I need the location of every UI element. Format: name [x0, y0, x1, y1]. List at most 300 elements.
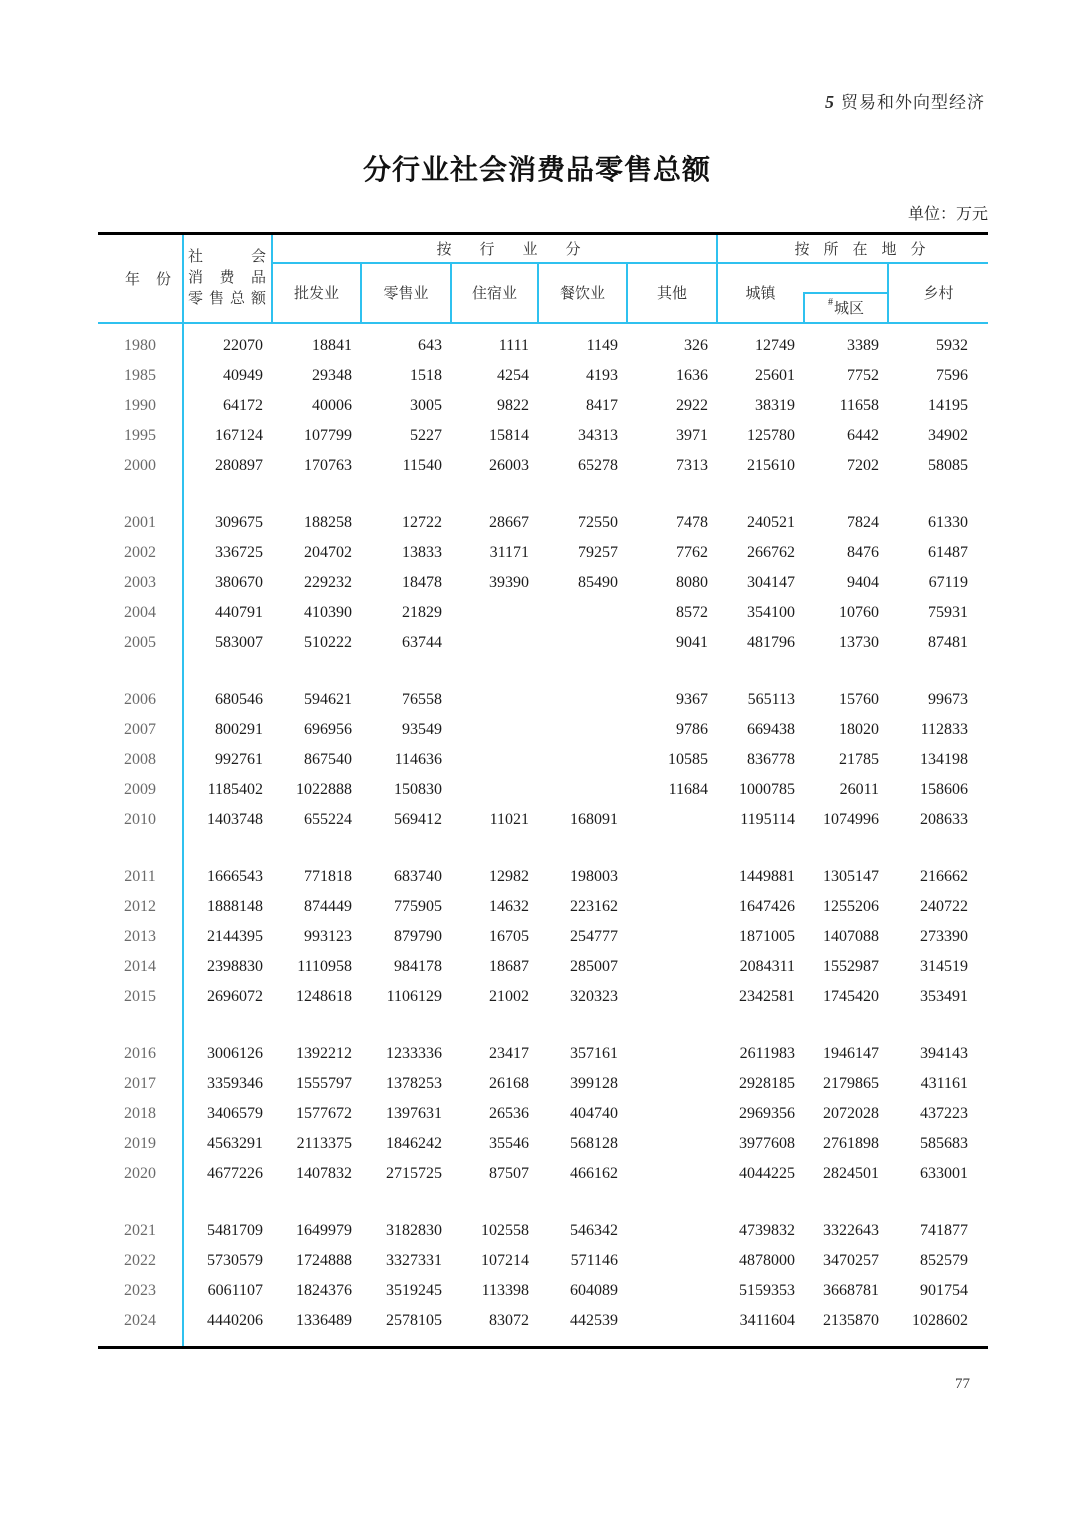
year-cell: 1995: [124, 427, 156, 444]
value-cell: 9041: [676, 634, 708, 651]
value-cell: 466162: [570, 1165, 618, 1182]
value-cell: 2398830: [207, 958, 263, 975]
spacer-row: [98, 835, 988, 862]
value-cell: [627, 922, 717, 952]
value-cell: 569412: [394, 811, 442, 828]
value-cell: 3406579: [207, 1105, 263, 1122]
value-cell: 28667: [489, 514, 529, 531]
value-cell: 198003: [570, 868, 618, 885]
table-row: [98, 745, 988, 775]
value-cell: 1555797: [296, 1075, 352, 1092]
table-row: [98, 775, 988, 805]
value-cell: 1449881: [739, 868, 795, 885]
col-header-total-line1: 社会: [188, 249, 266, 265]
value-cell: 21002: [489, 988, 529, 1005]
value-cell: 1407088: [823, 928, 879, 945]
col-header-rural: 乡村: [923, 285, 954, 302]
value-cell: 11684: [668, 781, 708, 798]
value-cell: 223162: [570, 898, 618, 915]
value-cell: [451, 685, 538, 715]
value-cell: 7478: [676, 514, 708, 531]
value-cell: 1946147: [823, 1045, 879, 1062]
value-cell: 215610: [747, 457, 795, 474]
table-row: [98, 568, 988, 598]
value-cell: 1846242: [386, 1135, 442, 1152]
chapter-header: [825, 88, 985, 113]
table-row: [98, 1276, 988, 1306]
value-cell: 354100: [747, 604, 795, 621]
year-cell: 1985: [124, 367, 156, 384]
value-cell: 79257: [578, 544, 618, 561]
year-cell: 2010: [124, 811, 156, 828]
value-cell: [627, 862, 717, 892]
value-cell: [627, 892, 717, 922]
value-cell: 40949: [223, 367, 263, 384]
value-cell: 11658: [839, 397, 879, 414]
value-cell: 8417: [586, 397, 618, 414]
value-cell: 170763: [304, 457, 352, 474]
value-cell: 21829: [402, 604, 442, 621]
value-cell: 22070: [223, 337, 263, 354]
value-cell: 4440206: [207, 1312, 263, 1329]
value-cell: 8080: [676, 574, 708, 591]
value-cell: 1336489: [296, 1312, 352, 1329]
year-cell: 2008: [124, 751, 156, 768]
value-cell: 546342: [570, 1222, 618, 1239]
value-cell: 1577672: [296, 1105, 352, 1122]
value-cell: 8476: [847, 544, 879, 561]
value-cell: 6442: [847, 427, 879, 444]
value-cell: 836778: [747, 751, 795, 768]
value-cell: 2342581: [739, 988, 795, 1005]
value-cell: 585683: [920, 1135, 968, 1152]
value-cell: 3389: [847, 337, 879, 354]
year-cell: 2001: [124, 514, 156, 531]
value-cell: 7824: [847, 514, 879, 531]
value-cell: 1000785: [739, 781, 795, 798]
value-cell: 1888148: [207, 898, 263, 915]
value-cell: 1407832: [296, 1165, 352, 1182]
value-cell: 26168: [489, 1075, 529, 1092]
year-cell: 2020: [124, 1165, 156, 1182]
value-cell: 410390: [304, 604, 352, 621]
value-cell: [451, 598, 538, 628]
col-header-total-retail: [184, 235, 271, 322]
value-cell: 800291: [215, 721, 263, 738]
value-cell: 254777: [570, 928, 618, 945]
value-cell: 1149: [586, 337, 618, 354]
chapter-title: 贸易和外向型经济: [841, 93, 985, 112]
col-header-other: 其他: [656, 285, 687, 302]
value-cell: 604089: [570, 1282, 618, 1299]
value-cell: 112833: [920, 721, 968, 738]
year-cell: 2006: [124, 691, 156, 708]
spacer-row: [98, 481, 988, 508]
col-header-catering: 餐饮业: [559, 285, 605, 302]
year-cell: 2002: [124, 544, 156, 561]
value-cell: 2578105: [386, 1312, 442, 1329]
value-cell: 167124: [215, 427, 263, 444]
value-cell: 85490: [578, 574, 618, 591]
table-gridline: [182, 324, 184, 1346]
value-cell: 11540: [402, 457, 442, 474]
table-row: [98, 421, 988, 451]
value-cell: [627, 1039, 717, 1069]
value-cell: 113398: [481, 1282, 529, 1299]
table-row: [98, 331, 988, 361]
value-cell: 35546: [489, 1135, 529, 1152]
value-cell: 87481: [928, 634, 968, 651]
value-cell: 240722: [920, 898, 968, 915]
value-cell: 655224: [304, 811, 352, 828]
spacer-row: [98, 658, 988, 685]
col-header-retail: 零售业: [383, 285, 429, 302]
value-cell: 5159353: [739, 1282, 795, 1299]
data-table: [98, 232, 988, 1349]
value-cell: 2144395: [207, 928, 263, 945]
value-cell: 273390: [920, 928, 968, 945]
data-grid: [98, 331, 988, 1336]
value-cell: 993123: [304, 928, 352, 945]
value-cell: 3327331: [386, 1252, 442, 1269]
value-cell: 1185402: [207, 781, 263, 798]
value-cell: 3359346: [207, 1075, 263, 1092]
table-body: [98, 324, 988, 1346]
value-cell: 7596: [936, 367, 968, 384]
value-cell: 216662: [920, 868, 968, 885]
value-cell: 18478: [402, 574, 442, 591]
value-cell: 2135870: [823, 1312, 879, 1329]
value-cell: [627, 1216, 717, 1246]
year-cell: 2007: [124, 721, 156, 738]
value-cell: 1255206: [823, 898, 879, 915]
value-cell: 2922: [676, 397, 708, 414]
value-cell: 29348: [312, 367, 352, 384]
value-cell: 61330: [928, 514, 968, 531]
value-cell: 1397631: [386, 1105, 442, 1122]
table-bottom-rule: [98, 1346, 988, 1349]
value-cell: 38319: [755, 397, 795, 414]
value-cell: 3005: [410, 397, 442, 414]
value-cell: 1824376: [296, 1282, 352, 1299]
value-cell: 683740: [394, 868, 442, 885]
year-cell: 1980: [124, 337, 156, 354]
value-cell: 2824501: [823, 1165, 879, 1182]
value-cell: [627, 1246, 717, 1276]
col-header-total-line2: 消费品: [188, 270, 266, 286]
value-cell: 150830: [394, 781, 442, 798]
value-cell: 76558: [402, 691, 442, 708]
value-cell: 1111: [498, 337, 529, 354]
value-cell: 394143: [920, 1045, 968, 1062]
value-cell: 58085: [928, 457, 968, 474]
value-cell: 4044225: [739, 1165, 795, 1182]
year-cell: 2024: [124, 1312, 156, 1329]
value-cell: 3977608: [739, 1135, 795, 1152]
value-cell: 353491: [920, 988, 968, 1005]
value-cell: 583007: [215, 634, 263, 651]
value-cell: 10760: [839, 604, 879, 621]
table-row: [98, 1246, 988, 1276]
value-cell: [451, 715, 538, 745]
value-cell: 771818: [304, 868, 352, 885]
value-cell: 18687: [489, 958, 529, 975]
value-cell: 380670: [215, 574, 263, 591]
value-cell: 280897: [215, 457, 263, 474]
value-cell: 61487: [928, 544, 968, 561]
value-cell: 879790: [394, 928, 442, 945]
table-row: [98, 982, 988, 1012]
value-cell: 208633: [920, 811, 968, 828]
value-cell: 1636: [676, 367, 708, 384]
value-cell: 314519: [920, 958, 968, 975]
table-row: [98, 538, 988, 568]
value-cell: 4878000: [739, 1252, 795, 1269]
table-row: [98, 892, 988, 922]
table-row: [98, 805, 988, 835]
year-cell: 2018: [124, 1105, 156, 1122]
spacer-row: [98, 1189, 988, 1216]
value-cell: 5481709: [207, 1222, 263, 1239]
value-cell: [627, 1069, 717, 1099]
spacer-row: [98, 1012, 988, 1039]
value-cell: 399128: [570, 1075, 618, 1092]
table-row: [98, 508, 988, 538]
value-cell: 23417: [489, 1045, 529, 1062]
value-cell: 188258: [304, 514, 352, 531]
value-cell: 18841: [312, 337, 352, 354]
value-cell: 107799: [304, 427, 352, 444]
value-cell: 6061107: [207, 1282, 263, 1299]
value-cell: 26011: [839, 781, 879, 798]
value-cell: 1305147: [823, 868, 879, 885]
value-cell: 114636: [394, 751, 442, 768]
value-cell: 594621: [304, 691, 352, 708]
value-cell: [538, 628, 627, 658]
value-cell: 2969356: [739, 1105, 795, 1122]
value-cell: [627, 982, 717, 1012]
year-cell: 2023: [124, 1282, 156, 1299]
value-cell: 4563291: [207, 1135, 263, 1152]
value-cell: 992761: [215, 751, 263, 768]
value-cell: 1195114: [740, 811, 795, 828]
year-cell: 2004: [124, 604, 156, 621]
col-group-by-industry: 按行业分: [436, 242, 609, 258]
value-cell: 2715725: [386, 1165, 442, 1182]
value-cell: 204702: [304, 544, 352, 561]
value-cell: 13833: [402, 544, 442, 561]
value-cell: [627, 952, 717, 982]
value-cell: 9786: [676, 721, 708, 738]
value-cell: 2611983: [739, 1045, 795, 1062]
value-cell: 481796: [747, 634, 795, 651]
value-cell: 83072: [489, 1312, 529, 1329]
table-row: [98, 598, 988, 628]
col-header-urban-district-label: 城区: [833, 300, 864, 317]
value-cell: 431161: [920, 1075, 968, 1092]
value-cell: [627, 1129, 717, 1159]
value-cell: 14632: [489, 898, 529, 915]
value-cell: 1666543: [207, 868, 263, 885]
year-cell: 2013: [124, 928, 156, 945]
value-cell: 64172: [223, 397, 263, 414]
value-cell: 125780: [747, 427, 795, 444]
value-cell: 12722: [402, 514, 442, 531]
hash-mark: #: [827, 296, 833, 308]
value-cell: 336725: [215, 544, 263, 561]
value-cell: [627, 1099, 717, 1129]
table-row: [98, 715, 988, 745]
value-cell: 304147: [747, 574, 795, 591]
value-cell: 442539: [570, 1312, 618, 1329]
value-cell: 2084311: [739, 958, 795, 975]
year-cell: 2009: [124, 781, 156, 798]
col-header-year: 年份: [124, 272, 187, 288]
value-cell: 1552987: [823, 958, 879, 975]
year-cell: 2015: [124, 988, 156, 1005]
value-cell: 10585: [668, 751, 708, 768]
value-cell: 3470257: [823, 1252, 879, 1269]
value-cell: 26003: [489, 457, 529, 474]
table-row: [98, 1069, 988, 1099]
value-cell: 87507: [489, 1165, 529, 1182]
value-cell: 72550: [578, 514, 618, 531]
value-cell: 285007: [570, 958, 618, 975]
value-cell: 12982: [489, 868, 529, 885]
value-cell: 680546: [215, 691, 263, 708]
value-cell: 8572: [676, 604, 708, 621]
table-row: [98, 391, 988, 421]
value-cell: 1233336: [386, 1045, 442, 1062]
value-cell: 31171: [489, 544, 529, 561]
value-cell: 240521: [747, 514, 795, 531]
value-cell: 2113375: [296, 1135, 352, 1152]
value-cell: 21785: [839, 751, 879, 768]
value-cell: 404740: [570, 1105, 618, 1122]
year-cell: 2016: [124, 1045, 156, 1062]
value-cell: 12749: [755, 337, 795, 354]
table-row: [98, 1159, 988, 1189]
value-cell: 5932: [936, 337, 968, 354]
value-cell: 2928185: [739, 1075, 795, 1092]
value-cell: 320323: [570, 988, 618, 1005]
value-cell: 510222: [304, 634, 352, 651]
year-cell: 2019: [124, 1135, 156, 1152]
value-cell: [538, 715, 627, 745]
table-row: [98, 1216, 988, 1246]
value-cell: 440791: [215, 604, 263, 621]
value-cell: 3182830: [386, 1222, 442, 1239]
value-cell: [627, 805, 717, 835]
value-cell: 1745420: [823, 988, 879, 1005]
value-cell: 134198: [920, 751, 968, 768]
value-cell: 4677226: [207, 1165, 263, 1182]
value-cell: 437223: [920, 1105, 968, 1122]
table-row: [98, 451, 988, 481]
value-cell: 5227: [410, 427, 442, 444]
value-cell: 266762: [747, 544, 795, 561]
value-cell: 9367: [676, 691, 708, 708]
value-cell: 3411604: [739, 1312, 795, 1329]
value-cell: [627, 1306, 717, 1336]
col-group-by-location: 按所在地分: [794, 242, 940, 258]
value-cell: 901754: [920, 1282, 968, 1299]
value-cell: 775905: [394, 898, 442, 915]
value-cell: 3519245: [386, 1282, 442, 1299]
value-cell: 571146: [570, 1252, 618, 1269]
value-cell: 1871005: [739, 928, 795, 945]
value-cell: 158606: [920, 781, 968, 798]
value-cell: 1403748: [207, 811, 263, 828]
value-cell: 3006126: [207, 1045, 263, 1062]
value-cell: 63744: [402, 634, 442, 651]
value-cell: 7202: [847, 457, 879, 474]
value-cell: 3971: [676, 427, 708, 444]
value-cell: 40006: [312, 397, 352, 414]
value-cell: [451, 628, 538, 658]
value-cell: 18020: [839, 721, 879, 738]
year-cell: 2022: [124, 1252, 156, 1269]
value-cell: 16705: [489, 928, 529, 945]
value-cell: [538, 598, 627, 628]
value-cell: 1106129: [386, 988, 442, 1005]
year-cell: 2005: [124, 634, 156, 651]
value-cell: 5730579: [207, 1252, 263, 1269]
value-cell: [451, 745, 538, 775]
year-cell: 2003: [124, 574, 156, 591]
value-cell: 1649979: [296, 1222, 352, 1239]
value-cell: 15760: [839, 691, 879, 708]
value-cell: 7313: [676, 457, 708, 474]
value-cell: 39390: [489, 574, 529, 591]
value-cell: 168091: [570, 811, 618, 828]
value-cell: 34902: [928, 427, 968, 444]
value-cell: 1647426: [739, 898, 795, 915]
value-cell: 2696072: [207, 988, 263, 1005]
year-cell: 2017: [124, 1075, 156, 1092]
table-row: [98, 1306, 988, 1336]
chapter-number: 5: [825, 92, 835, 112]
value-cell: 1028602: [912, 1312, 968, 1329]
value-cell: 3668781: [823, 1282, 879, 1299]
value-cell: 4254: [497, 367, 529, 384]
table-row: [98, 1129, 988, 1159]
col-header-total-line3: 零售总额: [188, 291, 266, 307]
value-cell: 568128: [570, 1135, 618, 1152]
col-header-urban: 城镇: [745, 285, 776, 302]
table-row: [98, 1039, 988, 1069]
col-header-wholesale: 批发业: [293, 285, 339, 302]
page-title: 分行业社会消费品零售总额: [362, 155, 711, 186]
value-cell: 633001: [920, 1165, 968, 1182]
value-cell: [538, 685, 627, 715]
value-cell: 1392212: [296, 1045, 352, 1062]
value-cell: 7752: [847, 367, 879, 384]
value-cell: 25601: [755, 367, 795, 384]
year-cell: 2000: [124, 457, 156, 474]
value-cell: 9404: [847, 574, 879, 591]
value-cell: [627, 1159, 717, 1189]
value-cell: 107214: [481, 1252, 529, 1269]
value-cell: 874449: [304, 898, 352, 915]
value-cell: 65278: [578, 457, 618, 474]
value-cell: 741877: [920, 1222, 968, 1239]
value-cell: 14195: [928, 397, 968, 414]
table-header: [98, 235, 988, 322]
year-cell: 2014: [124, 958, 156, 975]
value-cell: 4739832: [739, 1222, 795, 1239]
table-row: [98, 922, 988, 952]
